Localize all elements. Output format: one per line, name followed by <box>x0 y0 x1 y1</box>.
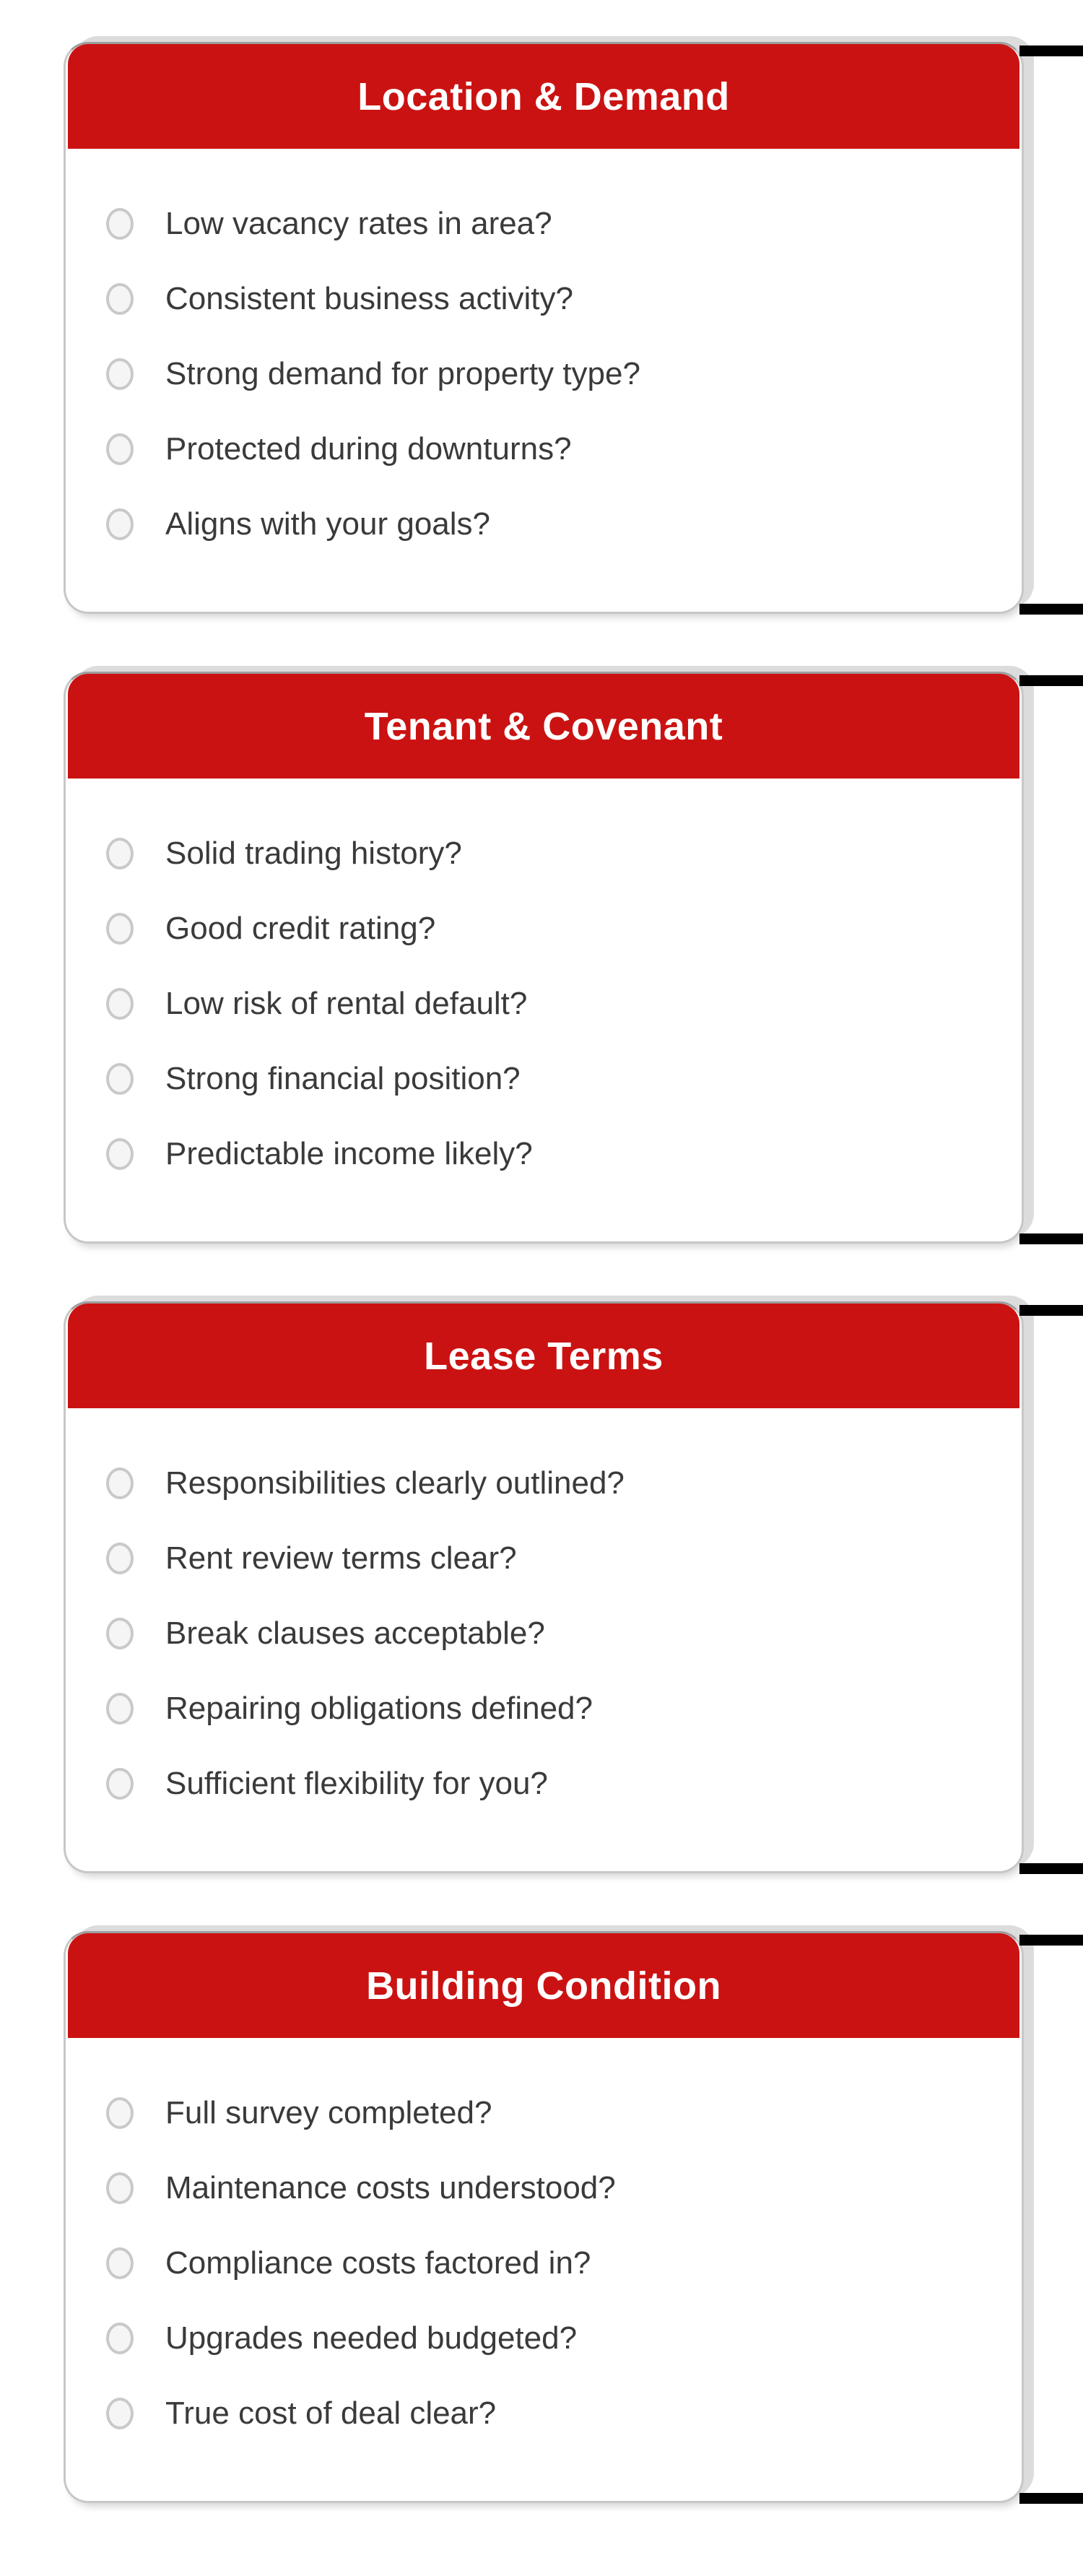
checklist-item-label: Protected during downturns? <box>165 431 572 467</box>
checklist-item <box>106 2301 1022 2376</box>
card-header <box>68 1933 1019 2038</box>
checklist-card <box>64 42 1024 614</box>
checklist-item <box>106 1746 1022 1821</box>
checklist-item <box>106 2151 1022 2226</box>
checklist-item-label: Aligns with your goals? <box>165 506 491 542</box>
checklist-item <box>106 966 1022 1041</box>
radio-circle-icon[interactable] <box>106 1063 134 1095</box>
card-title: Tenant & Covenant <box>364 704 723 748</box>
checklist-item <box>106 487 1022 562</box>
checklist-item <box>106 2226 1022 2301</box>
checklist-item-label: Solid trading history? <box>165 836 462 871</box>
checklist-card-row <box>0 1301 1083 1873</box>
checklist-item <box>106 412 1022 487</box>
checklist-item-label: Rent review terms clear? <box>165 1540 517 1576</box>
checklist-item <box>106 1116 1022 1192</box>
card-header <box>68 674 1019 779</box>
card-header <box>68 44 1019 149</box>
radio-circle-icon[interactable] <box>106 1618 134 1649</box>
checklist-card-row <box>0 1931 1083 2503</box>
card-title: Location & Demand <box>357 74 730 118</box>
clipped-right-bottom-bar <box>1019 604 1083 615</box>
card-header <box>68 1304 1019 1408</box>
checklist-item <box>106 2076 1022 2151</box>
radio-circle-icon[interactable] <box>106 283 134 315</box>
checklist-item <box>106 261 1022 337</box>
checklist-card-row <box>0 672 1083 1244</box>
clipped-right-bottom-bar <box>1019 1863 1083 1874</box>
checklist-items <box>66 1408 1022 1821</box>
card-title: Building Condition <box>366 1964 721 2008</box>
clipped-right-bottom-bar <box>1019 2493 1083 2504</box>
checklist-item-label: Break clauses acceptable? <box>165 1616 545 1651</box>
checklist-item-label: Repairing obligations defined? <box>165 1691 593 1726</box>
radio-circle-icon[interactable] <box>106 358 134 390</box>
checklist-item <box>106 816 1022 891</box>
checklist-item-label: Maintenance costs understood? <box>165 2170 616 2206</box>
checklist-item-label: Sufficient flexibility for you? <box>165 1766 548 1801</box>
checklist-item <box>106 1041 1022 1116</box>
checklist-item-label: Low vacancy rates in area? <box>165 206 552 241</box>
checklist-item-label: True cost of deal clear? <box>165 2395 497 2431</box>
radio-circle-icon[interactable] <box>106 1138 134 1170</box>
card-title: Lease Terms <box>424 1334 664 1378</box>
checklist-item-label: Responsibilities clearly outlined? <box>165 1465 625 1501</box>
checklist-item-label: Strong demand for property type? <box>165 356 640 391</box>
radio-circle-icon[interactable] <box>106 838 134 869</box>
checklist-item-label: Low risk of rental default? <box>165 986 528 1021</box>
checklist-card <box>64 1931 1024 2503</box>
checklist-item <box>106 1596 1022 1671</box>
checklist-item-label: Compliance costs factored in? <box>165 2245 591 2281</box>
radio-circle-icon[interactable] <box>106 2247 134 2279</box>
clipped-right-top-bar <box>1019 45 1083 56</box>
radio-circle-icon[interactable] <box>106 508 134 540</box>
checklist-item-label: Full survey completed? <box>165 2095 492 2130</box>
checklist-item-label: Good credit rating? <box>165 911 436 946</box>
checklist-items <box>66 2038 1022 2451</box>
checklist-item-label: Strong financial position? <box>165 1061 521 1096</box>
radio-circle-icon[interactable] <box>106 2097 134 2129</box>
checklist-item-label: Predictable income likely? <box>165 1136 533 1171</box>
checklist-items <box>66 779 1022 1192</box>
checklist-item-label: Consistent business activity? <box>165 281 573 316</box>
radio-circle-icon[interactable] <box>106 913 134 945</box>
radio-circle-icon[interactable] <box>106 988 134 1020</box>
radio-circle-icon[interactable] <box>106 1467 134 1499</box>
checklist-item <box>106 337 1022 412</box>
checklist-item-label: Upgrades needed budgeted? <box>165 2320 578 2356</box>
radio-circle-icon[interactable] <box>106 2172 134 2204</box>
checklist-card <box>64 672 1024 1244</box>
checklist-item <box>106 891 1022 966</box>
radio-circle-icon[interactable] <box>106 433 134 465</box>
radio-circle-icon[interactable] <box>106 2398 134 2429</box>
clipped-right-top-bar <box>1019 675 1083 686</box>
radio-circle-icon[interactable] <box>106 1693 134 1725</box>
checklist-items <box>66 149 1022 562</box>
radio-circle-icon[interactable] <box>106 2323 134 2354</box>
clipped-right-top-bar <box>1019 1935 1083 1946</box>
checklist-item <box>106 2376 1022 2451</box>
checklist-card-row <box>0 42 1083 614</box>
radio-circle-icon[interactable] <box>106 208 134 240</box>
radio-circle-icon[interactable] <box>106 1768 134 1800</box>
checklist-card <box>64 1301 1024 1873</box>
radio-circle-icon[interactable] <box>106 1543 134 1574</box>
clipped-right-top-bar <box>1019 1305 1083 1316</box>
checklist-item <box>106 1671 1022 1746</box>
checklist-item <box>106 1521 1022 1596</box>
checklist-item <box>106 1446 1022 1521</box>
checklist-item <box>106 186 1022 261</box>
clipped-right-bottom-bar <box>1019 1233 1083 1244</box>
